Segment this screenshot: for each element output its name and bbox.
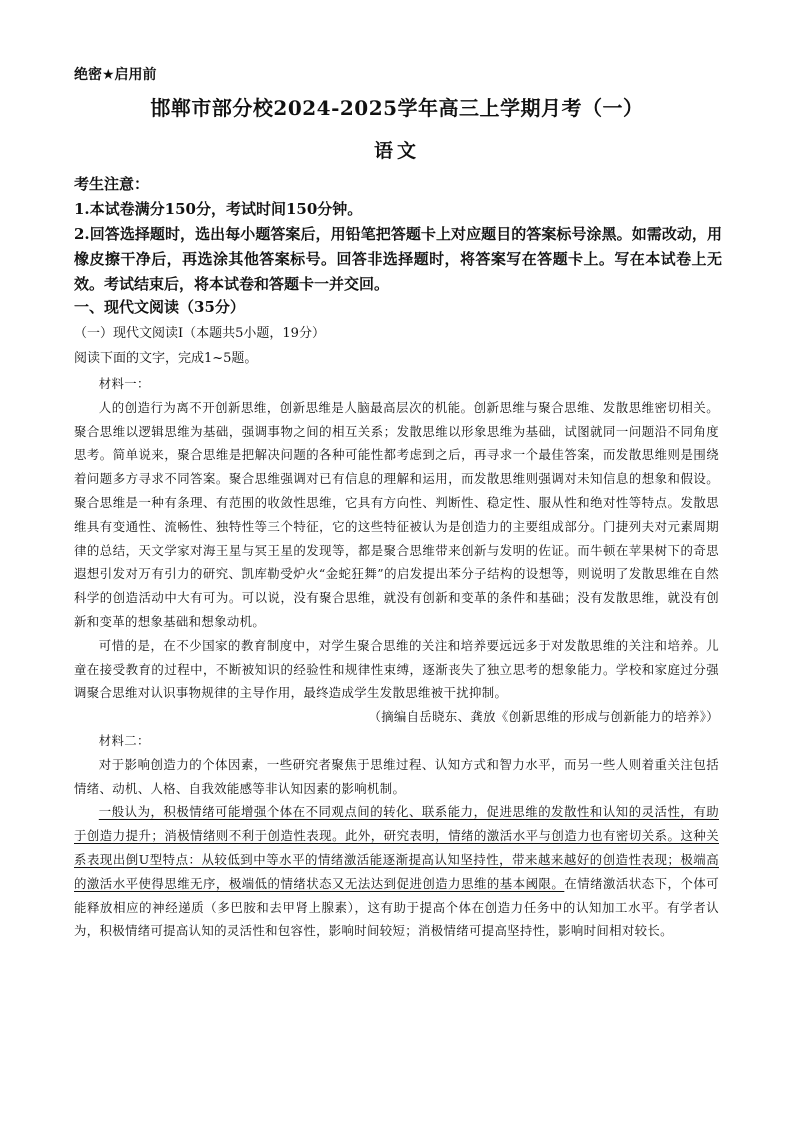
secret-label: 绝密★启用前 xyxy=(74,67,157,83)
underlined-passage: 一般认为，积极情绪可能增强个体在不同观点间的转化、联系能力，促进思维的发散性和认知的灵活性，有助于创造力提升；消极情绪则不利于创造性表现。此外，研究表明，情绪的激活水平与创造力也有密切关系。这种关系表现出倒U型特点：从较低到中等水平的情绪激活能逐渐提高认知坚持性，带来越来越好的创造性表现；极端高的激活水平使得思维无序，极端低的情绪状态又无法达到促进创造力思维的基本阈限。 xyxy=(74,804,719,891)
material-1-paragraph-2: 可惜的是，在不少国家的教育制度中，对学生聚合思维的关注和培养要远远多于对发散思维的关注和培养。儿童在接受教育的过程中，不断被知识的经验性和规律性束缚，逐渐丧失了独立思考的想象能力。学校和家庭过分强调聚合思维对认识事物规律的主导作用，最终造成学生发散思维被干扰抑制。 xyxy=(74,637,719,701)
notice-item-2: 2.回答选择题时，选出每小题答案后，用铅笔把答题卡上对应题目的答案标号涂黑。如需改动，用橡皮擦干净后，再选涂其他答案标号。回答非选择题时，将答案写在答题卡上。写在本试卷上无效。考试结束后，将本试卷和答题卡一并交回。 xyxy=(74,225,722,293)
material-1-label: 材料一： xyxy=(98,376,150,391)
subject-title: 语文 xyxy=(373,140,420,162)
exam-title: 邯郸市部分校2024-2025学年高三上学期月考（一） xyxy=(150,96,644,120)
section-title: 一、现代文阅读（35分） xyxy=(74,298,245,316)
material-2-label: 材料二： xyxy=(98,732,150,748)
candidate-notice xyxy=(74,172,722,297)
material-1-paragraph-1: 人的创造行为离不开创新思维，创新思维是人脑最高层次的机能。创新思维与聚合思维、发散思维密切相关。聚合思维以逻辑思维为基础，强调事物之间的相互关系；发散思维以形象思维为基础，试图就同一问题沿不同角度思考。简单说来，聚合思维是把解决问题的各种可能性都考虑到之后，再寻求一个最佳答案，而发散思维则是围绕着问题多方寻求不同答案。聚合思维强调对已有信息的理解和运用，而发散思维则强调对未知信息的想象和假设。聚合思维是一种有条理、有范围的收敛性思维，它具有方向性、判断性、稳定性、服从性和绝对性等特点。发散思维具有变通性、流畅性、独特性等三个特征，它的这些特征被认为是创造力的主要组成部分。门捷列夫对元素周期律的总结，天文学家对海王星与冥王星的发现等，都是聚合思维带来创新与发明的佐证。而牛顿在苹果树下的奇思遐想引发对万有引力的研究、凯库勒受炉火“金蛇狂舞”的启发提出苯分子结构的设想等，则说明了发散思维在自然科学的创造活动中大有可为。可以说，没有聚合思维，就没有创新和变革的条件和基础；没有发散思维，就没有创新和变革的想象基础和想象动机。 xyxy=(74,399,719,629)
subsection-title: （一）现代文阅读Ⅰ（本题共5小题，19分） xyxy=(74,326,325,341)
material-2-paragraph-1: 对于影响创造力的个体因素，一些研究者聚焦于思维过程、认知方式和智力水平，而另一些人则着重关注包括情绪、动机、人格、自我效能感等非认知因素的影响机制。 xyxy=(74,756,719,796)
notice-heading: 考生注意： xyxy=(74,175,150,193)
notice-item-1: 1.本试卷满分150分，考试时间150分钟。 xyxy=(74,200,363,218)
reading-passage xyxy=(74,372,719,943)
material-1-citation: （摘编自岳晓东、龚放《创新思维的形成与创新能力的培养》） xyxy=(368,709,719,725)
paragraph-continuation: 在情绪激活状态下，个体可能释放相应的神经递质（多巴胺和去甲肾上腺素），这有助于提高个体在创造力任务中的认知加工水平。有学者认为，积极情绪可提高认知的灵活性和包容性，影响时间较短；消极情绪可提高坚持性，影响时间相对较长。 xyxy=(74,875,719,939)
reading-instruction: 阅读下面的文字，完成1~5题。 xyxy=(74,351,258,366)
material-2-paragraph-2 xyxy=(74,800,719,943)
